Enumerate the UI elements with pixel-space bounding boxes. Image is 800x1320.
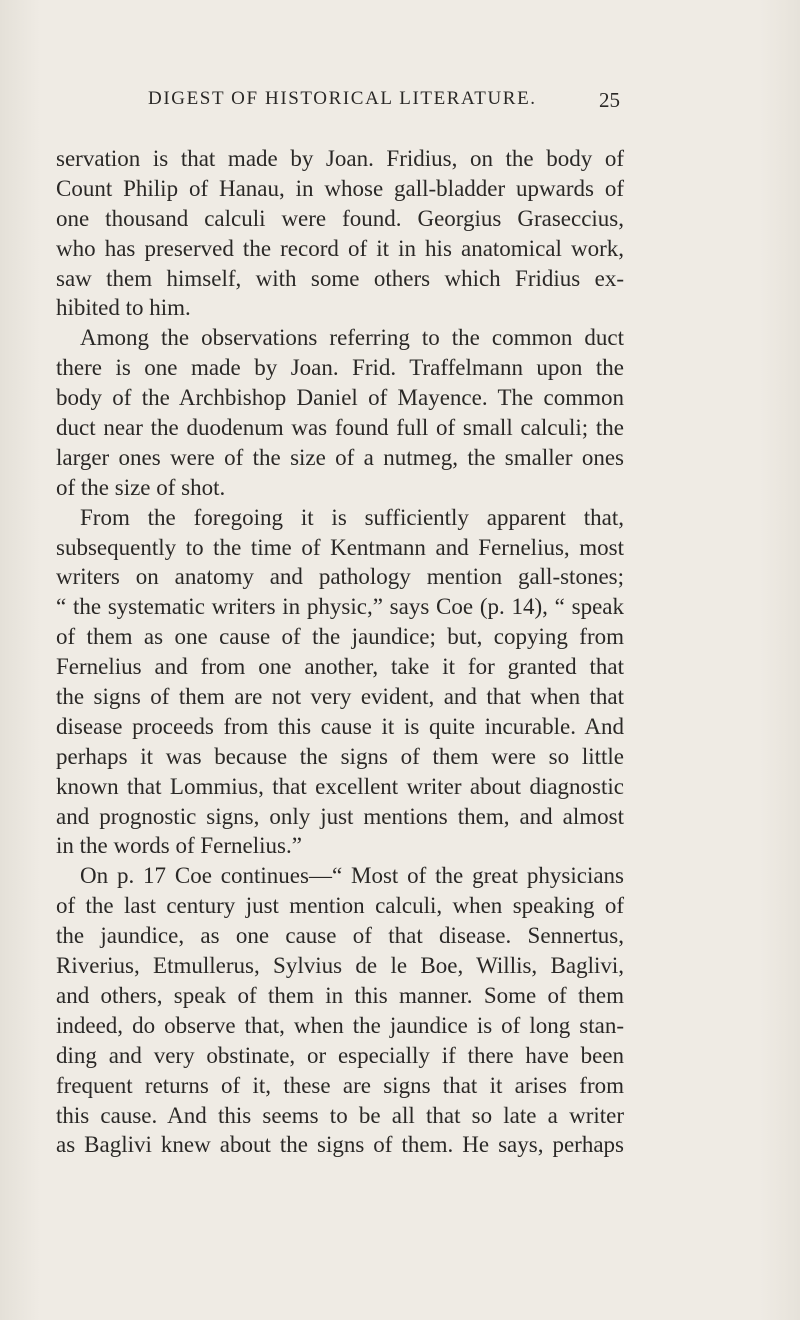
text-line: From the foregoing it is sufficiently apparent that,: [80, 504, 624, 530]
text-line: larger ones were of the size of a nutmeg, the smaller ones: [56, 444, 624, 470]
text-line: writers on anatomy and pathology mention gall-stones;: [56, 564, 624, 590]
text-line: and prognostic signs, only just mentions them, and almost: [56, 803, 624, 829]
text-line: Among the observations referring to the common duct: [80, 325, 624, 351]
text-line: duct near the duodenum was found full of small calculi; the: [56, 415, 624, 441]
running-head: [148, 88, 620, 118]
text-line: indeed, do observe that, when the jaundice is of long stan-: [56, 1012, 624, 1038]
text-line: Count Philip of Hanau, in whose gall-bladder upwards of: [56, 175, 624, 201]
text-line: disease proceeds from this cause it is quite incurable. And: [56, 713, 624, 739]
text-line: Fernelius and from one another, take it for granted that: [56, 654, 624, 680]
text-line: this cause. And this seems to be all that so late a writer: [56, 1102, 624, 1128]
running-title: DIGEST OF HISTORICAL LITERATURE.: [148, 88, 537, 109]
text-line: known that Lommius, that excellent writer about diagnostic: [56, 773, 624, 799]
text-line: and others, speak of them in this manner. Some of them: [56, 982, 624, 1008]
text-line: Riverius, Etmullerus, Sylvius de le Boe, Willis, Baglivi,: [56, 953, 624, 979]
text-line: the signs of them are not very evident, and that when that: [56, 684, 624, 710]
text-line: servation is that made by Joan. Fridius, on the body of: [56, 146, 624, 171]
text-line: one thousand calculi were found. Georgius Graseccius,: [56, 205, 624, 231]
text-line: On p. 17 Coe continues—“ Most of the great physicians: [80, 863, 624, 889]
text-line: the jaundice, as one cause of that disease. Sennertus,: [56, 923, 624, 949]
text-line: hibited to him.: [56, 295, 191, 321]
page-number: 25: [599, 88, 620, 112]
text-line: of the last century just mention calculi, when speaking of: [56, 893, 624, 919]
text-line: subsequently to the time of Kentmann and Fernelius, most: [56, 534, 624, 560]
text-line: frequent returns of it, these are signs that it arises from: [56, 1072, 624, 1098]
text-line: saw them himself, with some others which Fridius ex-: [56, 265, 624, 291]
text-line: of them as one cause of the jaundice; but, copying from: [56, 624, 624, 650]
text-line: in the words of Fernelius.”: [56, 833, 302, 859]
text-line: who has preserved the record of it in his anatomical work,: [56, 235, 624, 261]
text-line: of the size of shot.: [56, 474, 226, 500]
text-line: perhaps it was because the signs of them were so little: [56, 743, 624, 769]
text-line: body of the Archbishop Daniel of Mayence. The common: [56, 385, 624, 411]
text-line: as Baglivi knew about the signs of them. He says, perhaps: [56, 1132, 624, 1158]
text-line: “ the systematic writers in physic,” says Coe (p. 14), “ speak: [56, 594, 624, 620]
text-line: ding and very obstinate, or especially if there have been: [56, 1042, 624, 1068]
text-line: there is one made by Joan. Frid. Traffelmann upon the: [56, 355, 624, 381]
body-text: [56, 144, 624, 1160]
